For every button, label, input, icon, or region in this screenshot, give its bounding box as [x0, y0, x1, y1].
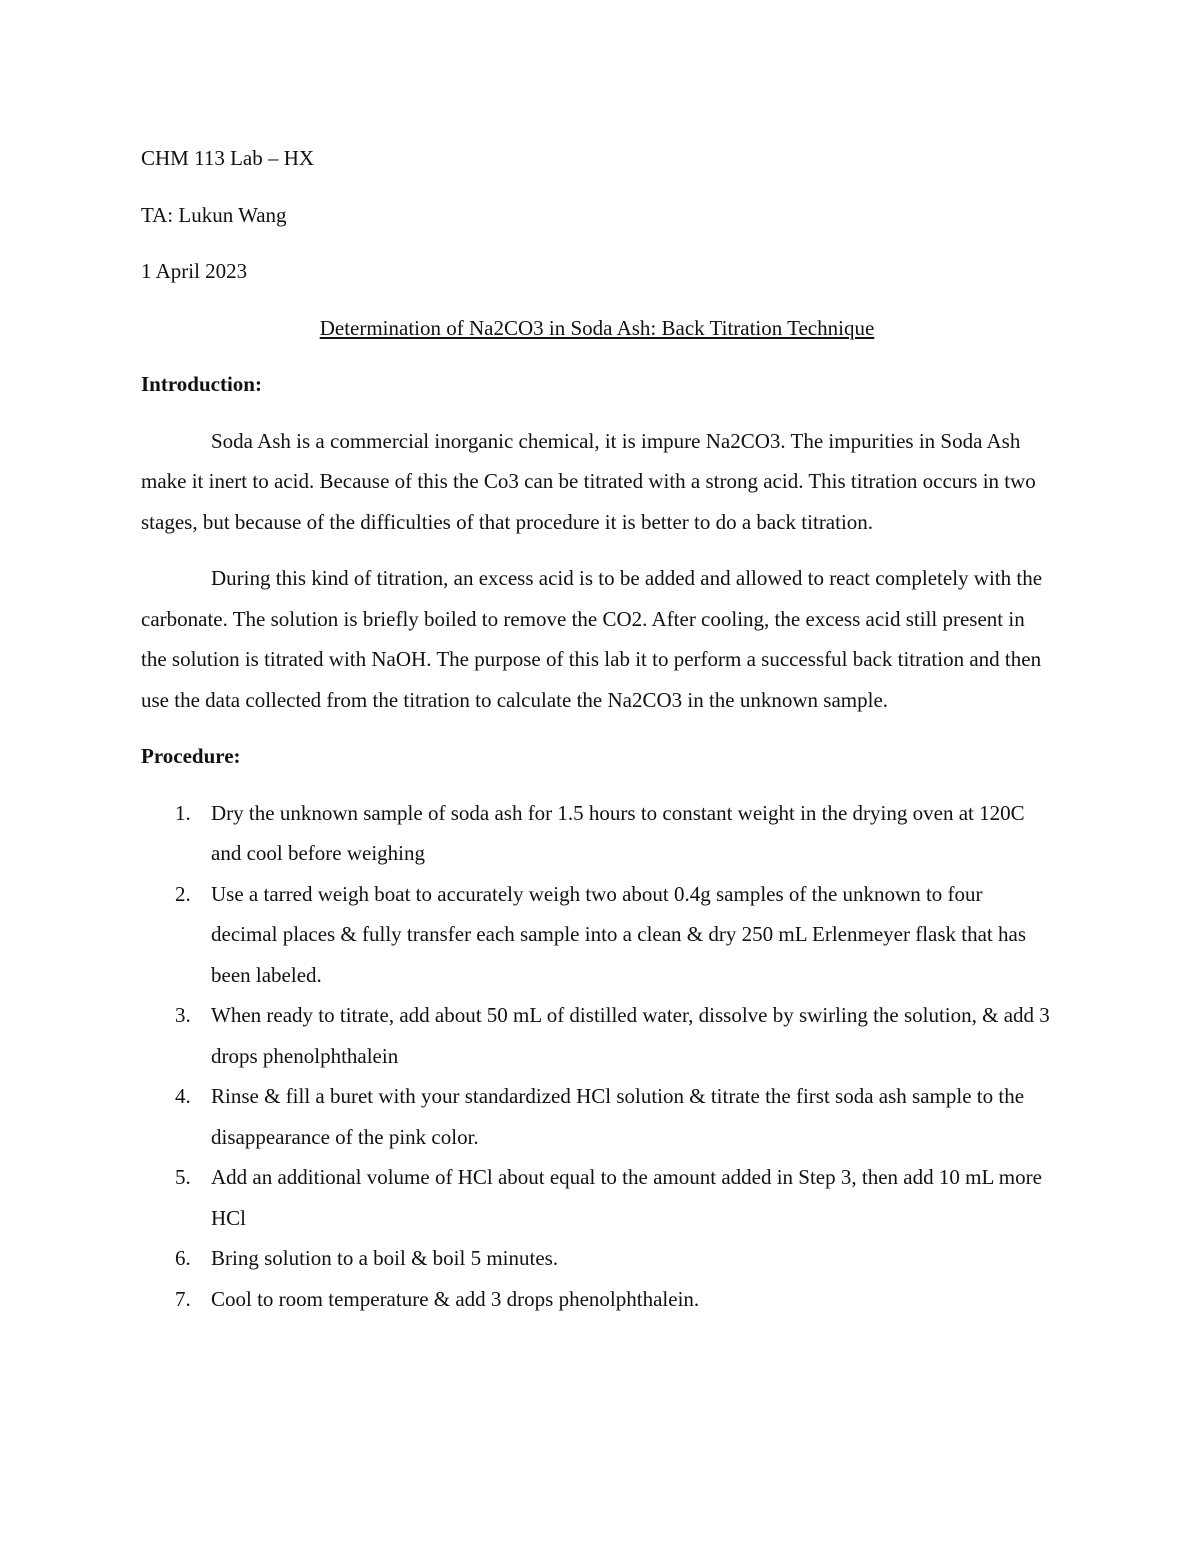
step-number: 1. — [175, 800, 191, 825]
step-text: Dry the unknown sample of soda ash for 1.5 hours to constant weight in the drying oven at 120C and cool before weighing — [211, 800, 1025, 865]
ta-line: TA: Lukun Wang — [141, 202, 287, 227]
step-text: Cool to room temperature & add 3 drops phenolphthalein. — [211, 1286, 700, 1311]
procedure-step — [141, 995, 1053, 1076]
procedure-step — [141, 1157, 1053, 1238]
step-text: When ready to titrate, add about 50 mL of distilled water, dissolve by swirling the solution, & add 3 drops phenolphthalein — [211, 1003, 1050, 1068]
document-content — [141, 138, 1053, 1319]
step-number: 5. — [175, 1165, 191, 1189]
step-number: 6. — [175, 1246, 191, 1270]
document-title: Determination of Na2CO3 in Soda Ash: Back Titration Technique — [319, 315, 875, 340]
step-number: 2. — [175, 881, 191, 906]
step-text: Bring solution to a boil & boil 5 minutes. — [211, 1246, 559, 1270]
procedure-heading: Procedure: — [141, 744, 241, 768]
step-number: 4. — [175, 1084, 191, 1108]
step-number: 7. — [175, 1286, 191, 1311]
step-text: Add an additional volume of HCl about equal to the amount added in Step 3, then add 10 mL more HCl — [211, 1165, 1042, 1230]
introduction-heading: Introduction: — [141, 372, 262, 396]
date-line: 1 April 2023 — [141, 259, 248, 283]
procedure-step — [141, 1238, 1053, 1279]
step-text: Rinse & fill a buret with your standardized HCl solution & titrate the first soda ash sample to the disappearance of the pink color. — [211, 1084, 1025, 1149]
procedure-step — [141, 793, 1053, 874]
procedure-list — [141, 793, 1053, 1320]
course-line: CHM 113 Lab – HX — [141, 146, 315, 170]
step-text: Use a tarred weigh boat to accurately weigh two about 0.4g samples of the unknown to four decimal places & fully transfer each sample into a clean & dry 250 mL Erlenmeyer flask that has been labeled. — [211, 881, 1027, 987]
step-number: 3. — [175, 1003, 191, 1027]
procedure-step — [141, 1279, 1053, 1320]
introduction-paragraph: During this kind of titration, an excess acid is to be added and allowed to react completely with the carbonate. The solution is briefly boiled to remove the CO2. After cooling, the excess acid still present in the solution is titrated with NaOH. The purpose of this lab it to perform a successful back titration and then use the data collected from the titration to calculate the Na2CO3 in the unknown sample. — [141, 566, 1043, 712]
procedure-step — [141, 874, 1053, 996]
introduction-paragraph: Soda Ash is a commercial inorganic chemical, it is impure Na2CO3. The impurities in Soda Ash make it inert to acid. Because of this the Co3 can be titrated with a strong acid. This titration occurs in two stages, but because of the difficulties of that procedure it is better to do a back titration. — [141, 428, 1036, 534]
procedure-step — [141, 1076, 1053, 1157]
